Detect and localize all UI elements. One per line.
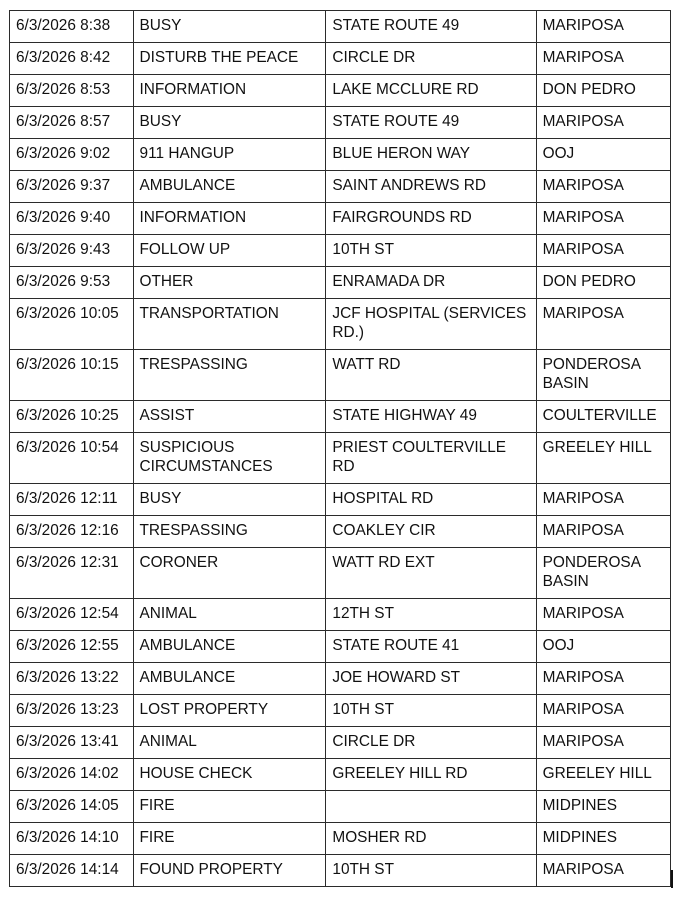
cell-location: MOSHER RD <box>326 823 536 855</box>
cell-datetime: 6/3/2026 9:40 <box>10 203 134 235</box>
table-row <box>10 171 671 203</box>
cell-call-type: AMBULANCE <box>133 663 326 695</box>
cell-location: CIRCLE DR <box>326 727 536 759</box>
cell-location <box>326 791 536 823</box>
cell-datetime: 6/3/2026 14:05 <box>10 791 134 823</box>
cell-call-type: HOUSE CHECK <box>133 759 326 791</box>
table-row <box>10 516 671 548</box>
cell-datetime: 6/3/2026 10:25 <box>10 401 134 433</box>
cell-call-type: AMBULANCE <box>133 631 326 663</box>
cell-location: JOE HOWARD ST <box>326 663 536 695</box>
cell-area: MARIPOSA <box>536 203 670 235</box>
cell-call-type: CORONER <box>133 548 326 599</box>
cell-datetime: 6/3/2026 14:10 <box>10 823 134 855</box>
cell-location: JCF HOSPITAL (SERVICES RD.) <box>326 299 536 350</box>
cell-location: CIRCLE DR <box>326 43 536 75</box>
table-row <box>10 759 671 791</box>
table-row <box>10 663 671 695</box>
cell-area: MIDPINES <box>536 823 670 855</box>
cell-area: MIDPINES <box>536 791 670 823</box>
cell-call-type: INFORMATION <box>133 203 326 235</box>
cell-datetime: 6/3/2026 14:14 <box>10 855 134 887</box>
cell-area: MARIPOSA <box>536 107 670 139</box>
cell-location: PRIEST COULTERVILLE RD <box>326 433 536 484</box>
cell-location: WATT RD <box>326 350 536 401</box>
cell-call-type: BUSY <box>133 484 326 516</box>
table-row <box>10 855 671 887</box>
cell-datetime: 6/3/2026 9:37 <box>10 171 134 203</box>
cell-location: STATE ROUTE 49 <box>326 107 536 139</box>
table-row <box>10 727 671 759</box>
cell-call-type: OTHER <box>133 267 326 299</box>
cell-datetime: 6/3/2026 8:38 <box>10 11 134 43</box>
table-row <box>10 75 671 107</box>
table-row <box>10 203 671 235</box>
cell-area: OOJ <box>536 139 670 171</box>
cell-area: MARIPOSA <box>536 855 670 887</box>
cell-area: DON PEDRO <box>536 75 670 107</box>
cell-area: MARIPOSA <box>536 516 670 548</box>
cell-call-type: TRESPASSING <box>133 350 326 401</box>
cell-datetime: 6/3/2026 8:42 <box>10 43 134 75</box>
cell-call-type: ANIMAL <box>133 599 326 631</box>
cell-location: LAKE MCCLURE RD <box>326 75 536 107</box>
cell-call-type: AMBULANCE <box>133 171 326 203</box>
cell-call-type: ASSIST <box>133 401 326 433</box>
table-row <box>10 548 671 599</box>
cell-datetime: 6/3/2026 8:53 <box>10 75 134 107</box>
cell-call-type: SUSPICIOUS CIRCUMSTANCES <box>133 433 326 484</box>
cell-call-type: BUSY <box>133 107 326 139</box>
cell-area: GREELEY HILL <box>536 433 670 484</box>
table-row <box>10 267 671 299</box>
cell-datetime: 6/3/2026 14:02 <box>10 759 134 791</box>
cell-datetime: 6/3/2026 9:43 <box>10 235 134 267</box>
cell-area: MARIPOSA <box>536 695 670 727</box>
cell-call-type: TRANSPORTATION <box>133 299 326 350</box>
cell-datetime: 6/3/2026 10:15 <box>10 350 134 401</box>
cell-area: MARIPOSA <box>536 484 670 516</box>
cell-call-type: BUSY <box>133 11 326 43</box>
cell-call-type: LOST PROPERTY <box>133 695 326 727</box>
table-row <box>10 695 671 727</box>
cell-area: COULTERVILLE <box>536 401 670 433</box>
cell-location: 10TH ST <box>326 235 536 267</box>
table-row <box>10 139 671 171</box>
cell-area: GREELEY HILL <box>536 759 670 791</box>
cell-datetime: 6/3/2026 8:57 <box>10 107 134 139</box>
cell-datetime: 6/3/2026 13:23 <box>10 695 134 727</box>
cell-area: PONDEROSA BASIN <box>536 548 670 599</box>
table-row <box>10 350 671 401</box>
cell-area: MARIPOSA <box>536 599 670 631</box>
cell-call-type: ANIMAL <box>133 727 326 759</box>
cell-datetime: 6/3/2026 13:41 <box>10 727 134 759</box>
cell-location: STATE ROUTE 49 <box>326 11 536 43</box>
cell-call-type: FIRE <box>133 823 326 855</box>
cell-datetime: 6/3/2026 13:22 <box>10 663 134 695</box>
table-row <box>10 631 671 663</box>
table-row <box>10 235 671 267</box>
page-edge-mark <box>671 870 673 888</box>
cell-location: 12TH ST <box>326 599 536 631</box>
cell-call-type: FOUND PROPERTY <box>133 855 326 887</box>
cell-area: MARIPOSA <box>536 299 670 350</box>
cell-datetime: 6/3/2026 9:02 <box>10 139 134 171</box>
cell-location: SAINT ANDREWS RD <box>326 171 536 203</box>
table-row <box>10 107 671 139</box>
cell-call-type: 911 HANGUP <box>133 139 326 171</box>
cell-location: BLUE HERON WAY <box>326 139 536 171</box>
cell-area: MARIPOSA <box>536 171 670 203</box>
call-log-table <box>9 10 671 887</box>
cell-datetime: 6/3/2026 9:53 <box>10 267 134 299</box>
cell-area: MARIPOSA <box>536 727 670 759</box>
cell-area: MARIPOSA <box>536 663 670 695</box>
cell-location: FAIRGROUNDS RD <box>326 203 536 235</box>
cell-area: MARIPOSA <box>536 235 670 267</box>
table-row <box>10 43 671 75</box>
table-row <box>10 299 671 350</box>
table-row <box>10 433 671 484</box>
cell-datetime: 6/3/2026 12:16 <box>10 516 134 548</box>
cell-location: WATT RD EXT <box>326 548 536 599</box>
call-log-body <box>10 11 671 887</box>
table-row <box>10 484 671 516</box>
cell-area: DON PEDRO <box>536 267 670 299</box>
cell-call-type: FOLLOW UP <box>133 235 326 267</box>
cell-location: GREELEY HILL RD <box>326 759 536 791</box>
cell-datetime: 6/3/2026 12:31 <box>10 548 134 599</box>
cell-area: OOJ <box>536 631 670 663</box>
cell-location: 10TH ST <box>326 855 536 887</box>
cell-datetime: 6/3/2026 10:54 <box>10 433 134 484</box>
table-row <box>10 401 671 433</box>
cell-location: STATE HIGHWAY 49 <box>326 401 536 433</box>
cell-call-type: DISTURB THE PEACE <box>133 43 326 75</box>
cell-location: HOSPITAL RD <box>326 484 536 516</box>
cell-datetime: 6/3/2026 12:54 <box>10 599 134 631</box>
cell-datetime: 6/3/2026 10:05 <box>10 299 134 350</box>
table-row <box>10 11 671 43</box>
table-row <box>10 791 671 823</box>
cell-call-type: TRESPASSING <box>133 516 326 548</box>
cell-location: COAKLEY CIR <box>326 516 536 548</box>
table-row <box>10 599 671 631</box>
cell-datetime: 6/3/2026 12:11 <box>10 484 134 516</box>
cell-area: MARIPOSA <box>536 11 670 43</box>
cell-location: 10TH ST <box>326 695 536 727</box>
cell-area: PONDEROSA BASIN <box>536 350 670 401</box>
table-row <box>10 823 671 855</box>
cell-area: MARIPOSA <box>536 43 670 75</box>
cell-location: ENRAMADA DR <box>326 267 536 299</box>
cell-call-type: FIRE <box>133 791 326 823</box>
cell-location: STATE ROUTE 41 <box>326 631 536 663</box>
cell-datetime: 6/3/2026 12:55 <box>10 631 134 663</box>
cell-call-type: INFORMATION <box>133 75 326 107</box>
